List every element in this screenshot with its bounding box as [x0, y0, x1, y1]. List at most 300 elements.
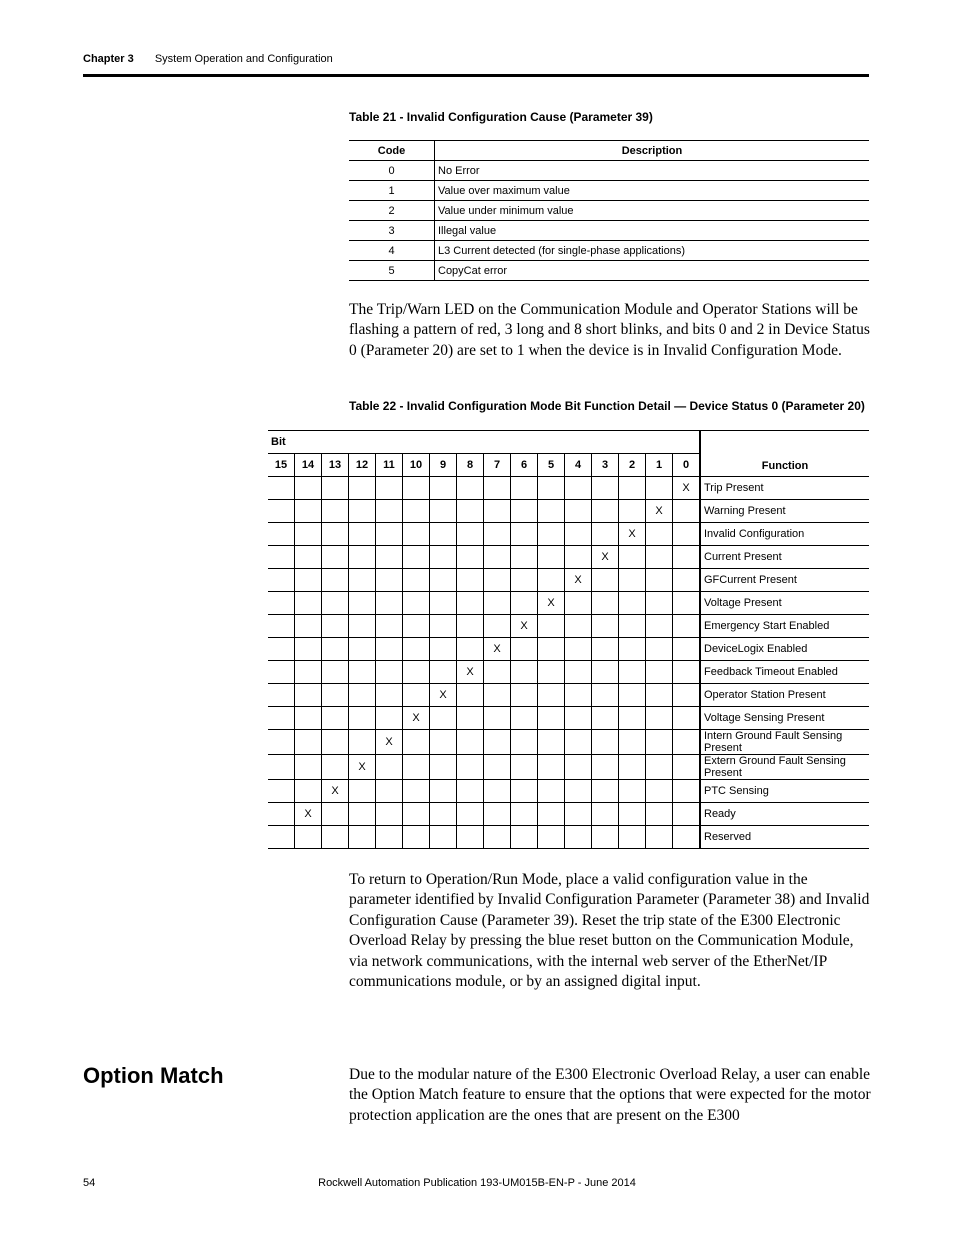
table22-row [268, 500, 869, 523]
table22-bit-cell [592, 523, 619, 546]
table22-bit-cell [619, 803, 646, 826]
table22-bit-cell [295, 615, 322, 638]
table22-bit-cell [430, 546, 457, 569]
table22-bit-cell [403, 730, 430, 755]
table22-bit-cell [565, 755, 592, 780]
table22-function-cell: Invalid Configuration [700, 523, 869, 546]
table22-bit-cell [268, 546, 295, 569]
table22-function-cell: Current Present [700, 546, 869, 569]
table22-bit-cell [376, 500, 403, 523]
table22-bit-cell [646, 592, 673, 615]
table22-bit-cell [592, 615, 619, 638]
table22-bit-cell [322, 592, 349, 615]
table22-bit-cell [619, 500, 646, 523]
table22-bit-cell [430, 523, 457, 546]
table22-bit-cell [619, 638, 646, 661]
table22-bit-cell [349, 615, 376, 638]
table22-bit-cell [646, 661, 673, 684]
table22-bit-mark: X [295, 803, 322, 826]
table22-bit-cell [430, 500, 457, 523]
table22-bit-cell [349, 592, 376, 615]
table22-bit-cell [349, 730, 376, 755]
table22-bit-cell [457, 569, 484, 592]
paragraph-trip-warn-led: The Trip/Warn LED on the Communication Module and Operator Stations will be flashing a pattern of red, 3 long and 8 short blinks, and bits 0 and 2 in Device Status 0 (Parameter 20) are set to 1 when the device is in Invalid Configuration Mode. [349, 301, 870, 359]
table22-bit-cell [673, 755, 701, 780]
table22-bit-mark: X [349, 755, 376, 780]
table22-bit-cell [646, 638, 673, 661]
table22-bit-cell [646, 826, 673, 849]
table21-row [349, 161, 869, 181]
table22-bit-cell [673, 730, 701, 755]
table22-bit-cell [511, 477, 538, 500]
table22-bit-cell [376, 684, 403, 707]
table22-bit-cell [430, 730, 457, 755]
table22-bit-cell [349, 638, 376, 661]
table22-bit-cell [457, 780, 484, 803]
table22-bit-cell [268, 615, 295, 638]
table22-bit-cell [592, 569, 619, 592]
table22-bit-number: 2 [619, 454, 646, 477]
table22-bit-cell [268, 569, 295, 592]
table22-bit-cell [430, 707, 457, 730]
table22-bit-cell [349, 661, 376, 684]
table22-bit-cell [538, 638, 565, 661]
table22-bit-cell [511, 523, 538, 546]
table22-bit-cell [322, 661, 349, 684]
table22-bit-cell [673, 615, 701, 638]
table22-bit-cell [430, 826, 457, 849]
table22-bit-cell [457, 730, 484, 755]
table22-bit-cell [430, 615, 457, 638]
table22-bit-cell [457, 803, 484, 826]
table22-bit-cell [619, 755, 646, 780]
table22-bit-cell [538, 755, 565, 780]
table22-function-cell: Feedback Timeout Enabled [700, 661, 869, 684]
table22-bit-cell [484, 500, 511, 523]
table22-bit-cell [646, 523, 673, 546]
table22-bit-cell [295, 477, 322, 500]
table22-bit-mark: X [322, 780, 349, 803]
table22-bit-mark: X [511, 615, 538, 638]
table22-bit-cell [457, 826, 484, 849]
table22-bit-cell [457, 592, 484, 615]
table22-bit-cell [592, 684, 619, 707]
table22-bit-mark: X [565, 569, 592, 592]
table21-row [349, 181, 869, 201]
table22-bit-number: 0 [673, 454, 701, 477]
table22-caption: Table 22 - Invalid Configuration Mode Bit Function Detail — Device Status 0 (Parameter 20) [349, 399, 865, 413]
table21-code-cell: 5 [349, 261, 435, 281]
table22-row [268, 546, 869, 569]
table22-bit-cell [376, 780, 403, 803]
table22-bit-mark: X [646, 500, 673, 523]
table22-bit-cell [403, 569, 430, 592]
table21-row [349, 201, 869, 221]
table22-bit-cell [268, 826, 295, 849]
table22-bit-cell [511, 684, 538, 707]
table22-bit-cell [619, 592, 646, 615]
table22-bit-cell [376, 661, 403, 684]
table22-bit-cell [646, 615, 673, 638]
table21-description-cell: L3 Current detected (for single-phase applications) [435, 241, 870, 261]
table22-bit-number: 14 [295, 454, 322, 477]
table22-bit-cell [646, 569, 673, 592]
table22-bit-cell [403, 500, 430, 523]
table22-bit-mark: X [619, 523, 646, 546]
table22-bit-cell [295, 661, 322, 684]
table22-bit-cell [403, 755, 430, 780]
table22-bit-cell [538, 803, 565, 826]
table22-bit-cell [295, 826, 322, 849]
table22-row [268, 730, 869, 755]
table22-bit-cell [565, 523, 592, 546]
table22-bit-cell [619, 546, 646, 569]
table21-description-cell: Value over maximum value [435, 181, 870, 201]
table21-code-cell: 4 [349, 241, 435, 261]
table22-bit-number: 10 [403, 454, 430, 477]
table22-bit-cell [511, 661, 538, 684]
table22-bit-cell [646, 684, 673, 707]
table22-bit-cell [619, 826, 646, 849]
table22-bit-cell [646, 755, 673, 780]
table22-bit-cell [430, 755, 457, 780]
table22-bit-cell [430, 780, 457, 803]
table22-bit-cell [646, 730, 673, 755]
publication-footer: Rockwell Automation Publication 193-UM015B-EN-P - June 2014 [318, 1177, 636, 1189]
table22-bit-cell [511, 826, 538, 849]
table22-bit-cell [511, 755, 538, 780]
table22-bit-cell [619, 569, 646, 592]
table22-bit-cell [322, 523, 349, 546]
table22-bit-cell [349, 477, 376, 500]
table22-bit-cell [457, 638, 484, 661]
table22-bit-mark: X [538, 592, 565, 615]
table22-bit-cell [484, 615, 511, 638]
table22-bit-cell [646, 803, 673, 826]
table21-header-description: Description [435, 141, 870, 161]
table22-bit-cell [430, 638, 457, 661]
table22-bit-cell [403, 780, 430, 803]
table22-bit-number: 8 [457, 454, 484, 477]
table22-bit-cell [511, 730, 538, 755]
table22-row [268, 707, 869, 730]
table22-bit-cell [349, 707, 376, 730]
table22-function-cell: DeviceLogix Enabled [700, 638, 869, 661]
table22-bit-cell [322, 615, 349, 638]
table22-bit-cell [484, 592, 511, 615]
table22-bit-cell [592, 638, 619, 661]
table22-function-cell: Trip Present [700, 477, 869, 500]
table22-bit-cell [538, 523, 565, 546]
table22-bit-cell [295, 638, 322, 661]
table22-bit-cell [484, 684, 511, 707]
table22-bit-cell [322, 638, 349, 661]
table22-bit-cell [322, 707, 349, 730]
table22-bit-cell [484, 707, 511, 730]
table22-bit-cell [430, 592, 457, 615]
table22-bit-cell [673, 780, 701, 803]
table22-bit-cell [295, 500, 322, 523]
table22-bit-cell [592, 780, 619, 803]
table22-function-cell: Voltage Sensing Present [700, 707, 869, 730]
table22-bit-cell [565, 661, 592, 684]
table21-row [349, 221, 869, 241]
table22-bit-cell [457, 500, 484, 523]
table22-bit-cell [538, 477, 565, 500]
table22-row [268, 826, 869, 849]
table22-bit-cell [673, 500, 701, 523]
table21-header-code: Code [349, 141, 435, 161]
table22-bit-cell [457, 477, 484, 500]
table22-bit-cell [484, 780, 511, 803]
table22-bit-number: 4 [565, 454, 592, 477]
table22-bit-cell [457, 523, 484, 546]
page-number: 54 [83, 1177, 96, 1189]
table21-row [349, 241, 869, 261]
table22-bit-cell [295, 592, 322, 615]
table22-bit-cell [565, 730, 592, 755]
table21-code-cell: 3 [349, 221, 435, 241]
table22-bit-cell [403, 592, 430, 615]
table22-bit-cell [565, 780, 592, 803]
table22-bit-cell [538, 780, 565, 803]
table22-bit-cell [376, 707, 403, 730]
table22-bit-cell [268, 523, 295, 546]
table22-row [268, 684, 869, 707]
table22-bit-cell [376, 803, 403, 826]
table22-bit-cell [322, 755, 349, 780]
table22-bit-cell [403, 638, 430, 661]
table22-bit-cell [565, 638, 592, 661]
table22-bit-cell [484, 523, 511, 546]
table22-bit-cell [322, 684, 349, 707]
header-rule [83, 74, 869, 77]
table22-bit-cell [538, 684, 565, 707]
table22-bit-cell [376, 638, 403, 661]
table22-bit-cell [565, 615, 592, 638]
table21-description-cell: Illegal value [435, 221, 870, 241]
table22-bit-cell [268, 638, 295, 661]
chapter-title: System Operation and Configuration [154, 53, 333, 65]
table22-bit-cell [349, 523, 376, 546]
table22-bit-cell [295, 523, 322, 546]
table22-bit-cell [484, 661, 511, 684]
table22-row [268, 803, 869, 826]
table22-bit-cell [376, 826, 403, 849]
table22-bit-number: 5 [538, 454, 565, 477]
table22-bit-cell [511, 707, 538, 730]
table22-bit-cell [673, 638, 701, 661]
table22-function-header: Function [700, 431, 869, 477]
table22-row [268, 523, 869, 546]
table22-bit-cell [295, 684, 322, 707]
table22-bit-cell [673, 523, 701, 546]
table22-bit-cell [565, 592, 592, 615]
table22-row [268, 615, 869, 638]
table22-bit-cell [295, 780, 322, 803]
table22-bit-cell [565, 500, 592, 523]
table22-bit-cell [673, 684, 701, 707]
table22-function-cell: Ready [700, 803, 869, 826]
table22-bit-cell [592, 707, 619, 730]
table22-bit-cell [349, 780, 376, 803]
table22-bit-cell [403, 615, 430, 638]
table22-bit-cell [511, 780, 538, 803]
table22-function-cell: Emergency Start Enabled [700, 615, 869, 638]
table22-bit-cell [673, 546, 701, 569]
table22-row [268, 638, 869, 661]
table22 [268, 430, 869, 849]
table21-description-cell: CopyCat error [435, 261, 870, 281]
table22-bit-mark: X [673, 477, 701, 500]
table22-bit-cell [430, 803, 457, 826]
table22-bit-mark: X [403, 707, 430, 730]
table22-bit-cell [619, 477, 646, 500]
table21-code-cell: 1 [349, 181, 435, 201]
table22-bit-cell [268, 592, 295, 615]
table22-row [268, 661, 869, 684]
table22-bit-cell [403, 661, 430, 684]
table22-bit-cell [295, 569, 322, 592]
table22-bit-number: 15 [268, 454, 295, 477]
table22-bit-cell [322, 546, 349, 569]
table22-bit-cell [619, 707, 646, 730]
table22-bit-cell [268, 755, 295, 780]
table22-bit-cell [322, 477, 349, 500]
table22-bit-cell [376, 569, 403, 592]
table22-bit-cell [673, 707, 701, 730]
table22-bit-cell [349, 826, 376, 849]
table22-bit-cell [511, 546, 538, 569]
table22-bit-mark: X [484, 638, 511, 661]
table22-bit-cell [592, 826, 619, 849]
table22-bit-cell [511, 592, 538, 615]
table22-bit-cell [565, 707, 592, 730]
table22-bit-cell [403, 523, 430, 546]
table22-bit-cell [592, 730, 619, 755]
table22-bit-cell [322, 569, 349, 592]
table22-bit-cell [376, 546, 403, 569]
table22-bit-cell [565, 684, 592, 707]
table22-bit-cell [376, 592, 403, 615]
table22-bit-cell [403, 803, 430, 826]
table22-bit-cell [268, 500, 295, 523]
table22-bit-cell [430, 477, 457, 500]
table22-bit-cell [403, 684, 430, 707]
table22-function-cell: Extern Ground Fault Sensing Present [700, 755, 869, 780]
table22-bit-cell [457, 755, 484, 780]
table22-bit-cell [619, 730, 646, 755]
table22-bit-cell [646, 780, 673, 803]
table22-bit-cell [538, 661, 565, 684]
table22-bit-number: 7 [484, 454, 511, 477]
table22-row [268, 569, 869, 592]
table22-row [268, 592, 869, 615]
paragraph-return-to-run-mode: To return to Operation/Run Mode, place a valid configuration value in the parameter identified by Invalid Configuration Parameter (Parameter 38) and Invalid Configuration Cause (Parameter 39). Reset the trip state of the E300 Electronic Overload Relay by pressing the blue reset button on the Communication Module, via network communications, with the internal web server of the EtherNet/IP communications module, or by an assigned digital input. [349, 871, 870, 991]
table22-bit-cell [349, 546, 376, 569]
table22-bit-header: Bit [268, 431, 700, 454]
table22-bit-number: 3 [592, 454, 619, 477]
table22-function-cell: GFCurrent Present [700, 569, 869, 592]
table22-bit-cell [565, 546, 592, 569]
table22-bit-mark: X [592, 546, 619, 569]
table22-bit-cell [592, 592, 619, 615]
table22-bit-number: 1 [646, 454, 673, 477]
table22-bit-cell [646, 477, 673, 500]
table22-bit-mark: X [457, 661, 484, 684]
table22-bit-cell [457, 615, 484, 638]
table21-description-cell: No Error [435, 161, 870, 181]
table22-bit-cell [565, 826, 592, 849]
table22-bit-cell [403, 477, 430, 500]
table22-bit-cell [349, 500, 376, 523]
table22-bit-cell [268, 730, 295, 755]
table22-bit-cell [538, 615, 565, 638]
table22-bit-cell [673, 826, 701, 849]
table22-bit-cell [565, 477, 592, 500]
table22-bit-cell [538, 546, 565, 569]
table22-bit-cell [349, 803, 376, 826]
table22-bit-cell [646, 707, 673, 730]
table22-bit-cell [430, 661, 457, 684]
chapter-label: Chapter 3 [83, 53, 134, 65]
table21-row [349, 261, 869, 281]
table22-bit-cell [295, 730, 322, 755]
table22-bit-cell [484, 569, 511, 592]
table22-bit-cell [403, 546, 430, 569]
table22-bit-cell [646, 546, 673, 569]
table22-bit-cell [322, 826, 349, 849]
table22-bit-cell [511, 569, 538, 592]
table22-function-cell: PTC Sensing [700, 780, 869, 803]
paragraph-option-match: Due to the modular nature of the E300 Electronic Overload Relay, a user can enable the Option Match feature to ensure that the options that were expected for the motor protection application are the ones that are present on the E300 [349, 1066, 871, 1124]
table22-bit-cell [376, 523, 403, 546]
table21 [349, 140, 869, 281]
table22-bit-cell [592, 661, 619, 684]
table21-code-cell: 2 [349, 201, 435, 221]
table22-bit-cell [619, 684, 646, 707]
table22-bit-cell [484, 755, 511, 780]
table22-bit-cell [511, 500, 538, 523]
table22-bit-cell [484, 477, 511, 500]
table22-bit-cell [673, 661, 701, 684]
table22-bit-cell [349, 684, 376, 707]
table22-bit-cell [673, 569, 701, 592]
table22-bit-cell [538, 500, 565, 523]
table22-function-cell: Reserved [700, 826, 869, 849]
table22-bit-cell [673, 803, 701, 826]
table22-function-cell: Operator Station Present [700, 684, 869, 707]
table22-bit-number: 12 [349, 454, 376, 477]
table22-bit-cell [295, 707, 322, 730]
table22-bit-cell [295, 755, 322, 780]
table22-bit-cell [376, 615, 403, 638]
table22-bit-mark: X [376, 730, 403, 755]
table22-bit-cell [592, 477, 619, 500]
table22-bit-cell [538, 730, 565, 755]
table22-bit-cell [457, 546, 484, 569]
table22-bit-cell [484, 803, 511, 826]
table22-bit-cell [565, 803, 592, 826]
table22-bit-cell [538, 707, 565, 730]
table22-bit-cell [511, 803, 538, 826]
table22-bit-cell [673, 592, 701, 615]
table22-bit-cell [538, 826, 565, 849]
table22-row [268, 755, 869, 780]
table22-bit-cell [592, 500, 619, 523]
table22-bit-cell [376, 477, 403, 500]
table22-bit-cell [322, 500, 349, 523]
